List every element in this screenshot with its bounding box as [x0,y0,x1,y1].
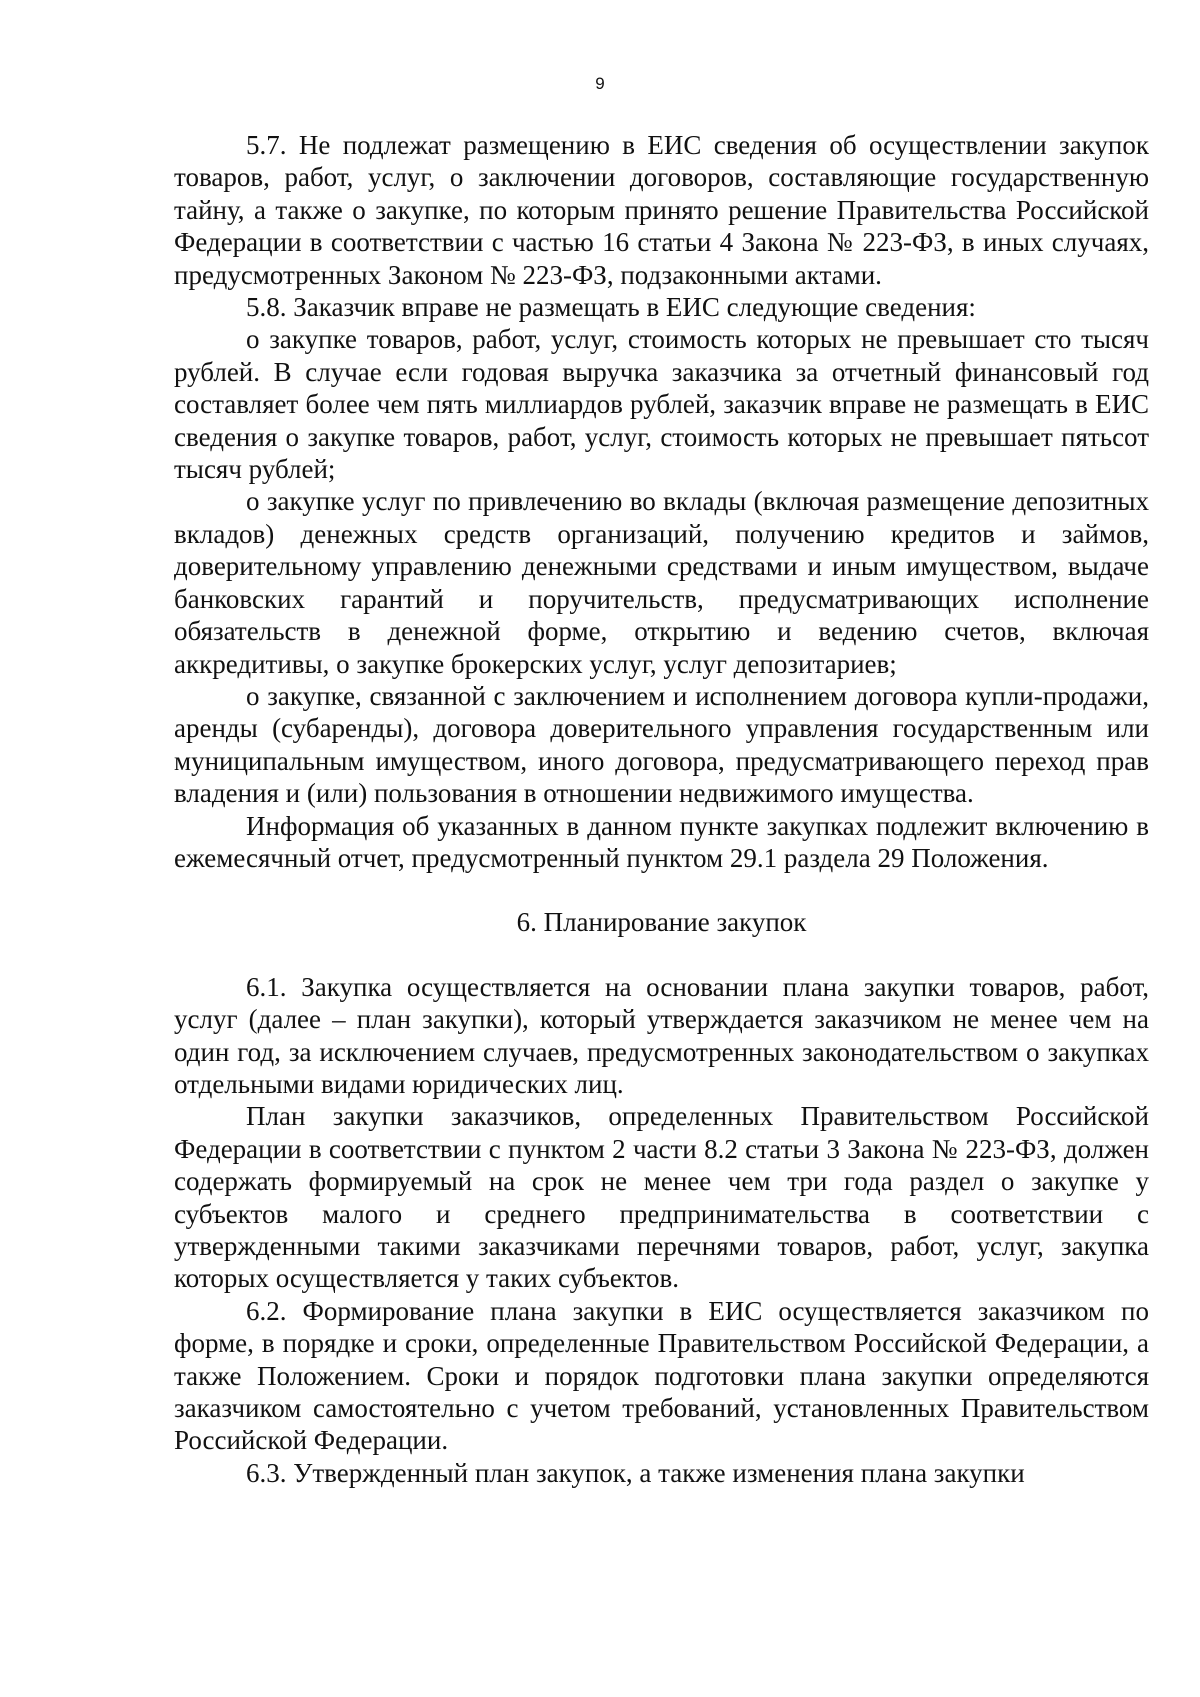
section-heading: 6. Планирование закупок [516,907,807,938]
paragraph-6-3: 6.3. Утвержденный план закупок, а также изменения плана закупки [246,1457,1025,1488]
document-body [174,129,1149,1489]
paragraph-6-2: 6.2. Формирование плана закупки в ЕИС осуществляется заказчиком по форме, в порядке и сроки, определенные Правительством Российской Федерации, а также Положением. Сроки и порядок подготовки плана закупки определяются заказчиком самостоятельно с учетом требований, установленных Правительством Российской Федерации. [174,1295,1149,1456]
paragraph-6-1-smb-plan: План закупки заказчиков, определенных Правительством Российской Федерации в соответствии с пунктом 2 части 8.2 статьи 3 Закона № 223-ФЗ, должен содержать формируемый на срок не менее чем три года раздел о закупке у субъектов малого и среднего предпринимательства в соответствии с утвержденными такими заказчиками перечнями товаров, работ, услуг, закупка которых осуществляется у таких субъектов. [174,1101,1149,1294]
paragraph-5-8-item-real-estate: о закупке, связанной с заключением и исполнением договора купли-продажи, аренды (субаренды), договора доверительного управления государственным или муниципальным имуществом, иного договора, предусматривающего переход прав владения и (или) пользования в отношении недвижимого имущества. [174,680,1149,809]
paragraph-5-8-reporting: Информация об указанных в данном пункте закупках подлежит включению в ежемесячный отчет, предусмотренный пунктом 29.1 раздела 29 Положения. [174,810,1149,873]
paragraph-5-8: 5.8. Заказчик вправе не размещать в ЕИС следующие сведения: [246,292,976,323]
paragraph-5-8-item-small-purchases: о закупке товаров, работ, услуг, стоимость которых не превышает сто тысяч рублей. В случае если годовая выручка заказчика за отчетный финансовый год составляет более чем пять миллиардов рублей, заказчик вправе не размещать в ЕИС сведения о закупке товаров, работ, услуг, стоимость которых не превышает пятьсот тысяч рублей; [174,324,1149,485]
page-number: 9 [595,74,605,93]
paragraph-5-7: 5.7. Не подлежат размещению в ЕИС сведения об осуществлении закупок товаров, работ, услуг, о заключении договоров, составляющие государственную тайну, а также о закупке, по которым принято решение Правительства Российской Федерации в соответствии с частью 16 статьи 4 Закона № 223-ФЗ, в иных случаях, предусмотренных Законом № 223-ФЗ, подзаконными актами. [174,130,1149,290]
paragraph-5-8-item-financial-services: о закупке услуг по привлечению во вклады (включая размещение депозитных вкладов) денежных средств организаций, получению кредитов и займов, доверительному управлению денежными средствами и иным имуществом, выдаче банковских гарантий и поручительств, предусматривающих исполнение обязательств в денежной форме, открытию и ведению счетов, включая аккредитивы, о закупке брокерских услуг, услуг депозитариев; [174,486,1149,679]
paragraph-6-1: 6.1. Закупка осуществляется на основании плана закупки товаров, работ, услуг (далее – план закупки), который утверждается заказчиком не менее чем на один год, за исключением случаев, предусмотренных законодательством о закупках отдельными видами юридических лиц. [174,971,1149,1099]
